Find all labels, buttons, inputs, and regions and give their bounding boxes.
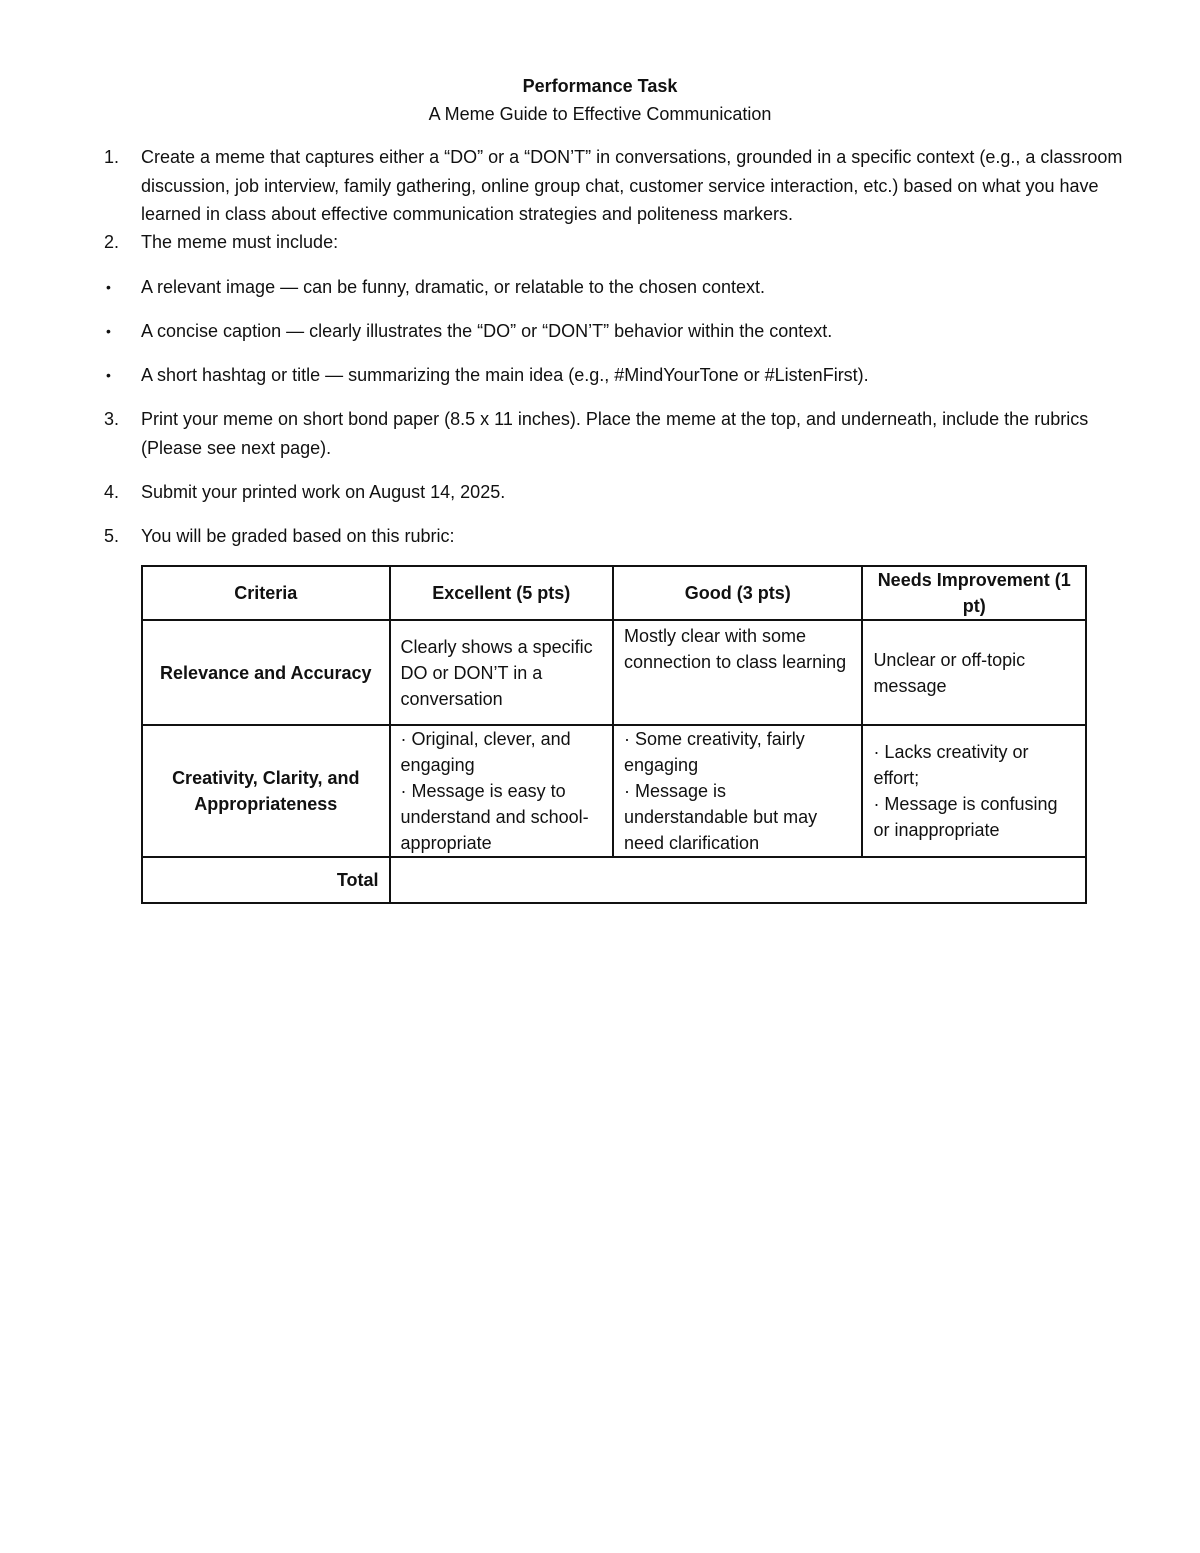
criteria-cell: Relevance and Accuracy [142,620,390,725]
page-title: Performance Task [522,76,678,96]
page-subtitle: A Meme Guide to Effective Communication [428,104,772,124]
criteria-cell: Creativity, Clarity, and Appropriateness [142,725,390,857]
item-number: 1. [104,147,120,167]
good-cell [613,725,862,857]
excellent-point-2: · Message is easy to understand and school-appropriate [400,781,589,853]
item-number: 3. [104,409,120,429]
bullet-text: A relevant image — can be funny, dramatic, or relatable to the chosen context. [141,277,766,297]
item-number: 2. [104,232,120,252]
excellent-cell: Clearly shows a specific DO or DON’T in a conversation [390,620,613,725]
item-text: Create a meme that captures either a “DO” or a “DON’T” in conversations, grounded in a specific context (e.g., a classroom discussion, job interview, family gathering, online group chat, customer service interaction, etc.) based on what you have learned in class about effective communication strategies and politeness markers. [141,147,1123,224]
header-good: Good (3 pts) [613,566,862,620]
item-number: 4. [104,482,120,502]
needs-improvement-cell: Unclear or off-topic message [862,620,1086,725]
header-excellent: Excellent (5 pts) [390,566,613,620]
total-label: Total [142,857,390,903]
rubric-row-creativity [142,725,1086,857]
header-criteria: Criteria [142,566,390,620]
bullet-text: A short hashtag or title — summarizing the main idea (e.g., #MindYourTone or #ListenFirst). [141,365,869,385]
needs-improvement-point-2: · Message is confusing or inappropriate [873,794,1058,840]
needs-improvement-cell [862,725,1086,857]
good-cell: Mostly clear with some connection to class learning [613,620,862,725]
item-text: Submit your printed work on August 14, 2025. [141,482,506,502]
item-text: Print your meme on short bond paper (8.5 x 11 inches). Place the meme at the top, and underneath, include the rubrics (Please see next page). [141,409,1089,458]
bullet-text: A concise caption — clearly illustrates the “DO” or “DON’T” behavior within the context. [141,321,833,341]
total-value [390,857,1086,903]
rubric-table [141,565,1087,904]
good-point-1: · Some creativity, fairly engaging [624,729,805,775]
good-point-2: · Message is understandable but may need clarification [624,781,818,853]
item-text: You will be graded based on this rubric: [141,526,455,546]
needs-improvement-point-1: · Lacks creativity or effort; [873,742,1029,788]
rubric-total-row [142,857,1086,903]
item-text: The meme must include: [141,232,339,252]
rubric-header-row [142,566,1086,620]
bullet-mark: • [106,323,111,339]
item-number: 5. [104,526,120,546]
excellent-cell [390,725,613,857]
bullet-mark: • [106,367,111,383]
excellent-point-1: · Original, clever, and engaging [400,729,571,775]
header-needs-improvement: Needs Improvement (1 pt) [862,566,1086,620]
bullet-mark: • [106,279,111,295]
rubric-row-relevance [142,620,1086,725]
